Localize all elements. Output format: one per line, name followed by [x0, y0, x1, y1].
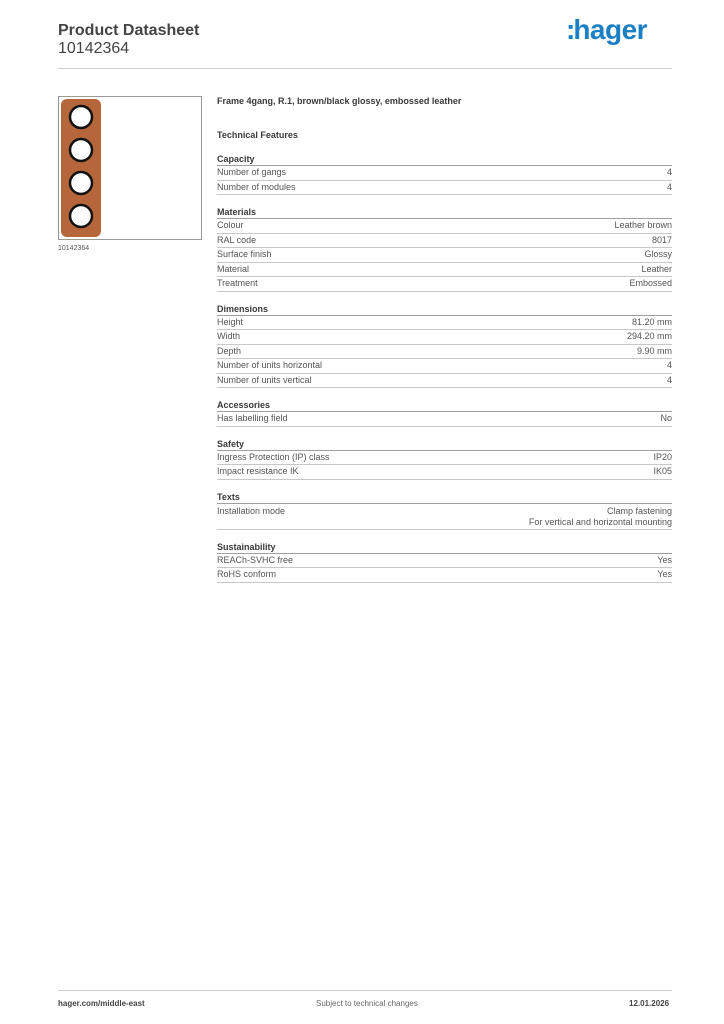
footer-date: 12.01.2026: [629, 999, 670, 1008]
section-dimensions: [217, 304, 672, 389]
header-divider: [58, 68, 672, 69]
spec-label: RoHS conform: [217, 569, 277, 579]
spec-row: [217, 412, 672, 427]
spec-label: Colour: [217, 220, 244, 230]
spec-value: Leather brown: [614, 220, 672, 230]
spec-value: Embossed: [629, 278, 672, 288]
hager-logo[interactable]: [566, 14, 647, 46]
spec-value: 9.90 mm: [636, 345, 672, 356]
spec-row: [217, 248, 672, 263]
spec-value-line: Clamp fastening: [606, 505, 672, 516]
spec-label: Depth: [217, 345, 242, 356]
spec-label: REACh-SVHC free: [217, 554, 294, 565]
spec-row: [217, 554, 672, 569]
section-heading: Dimensions: [217, 304, 672, 316]
section-capacity: [217, 154, 672, 195]
spec-value: IK05: [653, 466, 672, 476]
image-caption: 10142364: [58, 245, 90, 252]
spec-row: [217, 504, 672, 530]
spec-row: [217, 219, 672, 234]
spec-value: 81.20 mm: [631, 316, 672, 327]
footer-divider: [58, 990, 672, 991]
spec-row: [217, 359, 672, 374]
spec-row: [217, 181, 672, 196]
spec-row: [217, 277, 672, 292]
logo-mark-icon: :: [566, 14, 574, 45]
section-accessories: [217, 400, 672, 427]
spec-value: [529, 506, 672, 528]
spec-label: Material: [217, 263, 250, 274]
section-heading: Safety: [217, 439, 672, 451]
section-heading: Materials: [217, 207, 672, 219]
spec-label: Treatment: [217, 278, 258, 288]
spec-row: [217, 166, 672, 181]
technical-features-heading: Technical Features: [217, 130, 298, 140]
spec-label: Height: [217, 316, 244, 327]
frame-ring-2: [70, 139, 92, 161]
footer-notice: Subject to technical changes: [316, 999, 418, 1008]
spec-row: [217, 568, 672, 583]
technical-features-panel: [217, 96, 672, 583]
product-number: 10142364: [58, 40, 130, 57]
product-image: [58, 96, 202, 240]
spec-label: Surface finish: [217, 249, 272, 259]
frame-ring-1: [70, 106, 92, 128]
spec-value: 294.20 mm: [626, 331, 672, 341]
section-heading: Capacity: [217, 154, 672, 166]
spec-value: IP20: [653, 451, 672, 462]
spec-value: Leather: [641, 263, 672, 274]
spec-row: [217, 465, 672, 480]
frame-ring-3: [70, 172, 92, 194]
page-title: Product Datasheet: [58, 22, 200, 39]
spec-value: 4: [666, 181, 672, 192]
spec-label: RAL code: [217, 234, 257, 245]
spec-label: Installation mode: [217, 505, 286, 516]
section-safety: [217, 439, 672, 480]
spec-value: Yes: [657, 569, 672, 579]
product-name: Frame 4gang, R.1, brown/black glossy, embossed leather: [217, 96, 462, 106]
document-header: [58, 22, 199, 58]
spec-row: [217, 345, 672, 360]
spec-row: [217, 263, 672, 278]
spec-value: Yes: [657, 554, 672, 565]
spec-value: 4: [666, 374, 672, 385]
section-heading: Accessories: [217, 400, 672, 412]
spec-row: [217, 234, 672, 249]
spec-row: [217, 374, 672, 389]
spec-row: [217, 330, 672, 345]
feature-sections: [217, 154, 672, 583]
spec-value: 4: [666, 360, 672, 370]
frame-4gang-illustration: [59, 97, 201, 239]
spec-row: [217, 451, 672, 466]
spec-value: 4: [666, 167, 672, 177]
spec-label: Ingress Protection (IP) class: [217, 451, 330, 462]
spec-label: Impact resistance IK: [217, 466, 299, 476]
spec-label: Number of gangs: [217, 167, 287, 177]
section-materials: [217, 207, 672, 292]
frame-ring-4: [70, 205, 92, 227]
spec-value: Glossy: [644, 249, 672, 259]
spec-value-line: For vertical and horizontal mounting: [528, 516, 672, 527]
spec-label: Width: [217, 331, 241, 341]
spec-label: Number of modules: [217, 181, 296, 192]
spec-label: Number of units horizontal: [217, 360, 323, 370]
spec-label: Number of units vertical: [217, 374, 312, 385]
spec-value: No: [660, 413, 672, 423]
spec-row: [217, 316, 672, 331]
spec-value: 8017: [651, 234, 672, 245]
section-heading: Texts: [217, 492, 672, 504]
spec-label: Has labelling field: [217, 413, 288, 423]
footer-website-link[interactable]: hager.com/middle-east: [58, 999, 145, 1008]
section-sustainability: [217, 542, 672, 583]
logo-text: hager: [573, 14, 648, 45]
section-heading: Sustainability: [217, 542, 672, 554]
section-texts: [217, 492, 672, 530]
